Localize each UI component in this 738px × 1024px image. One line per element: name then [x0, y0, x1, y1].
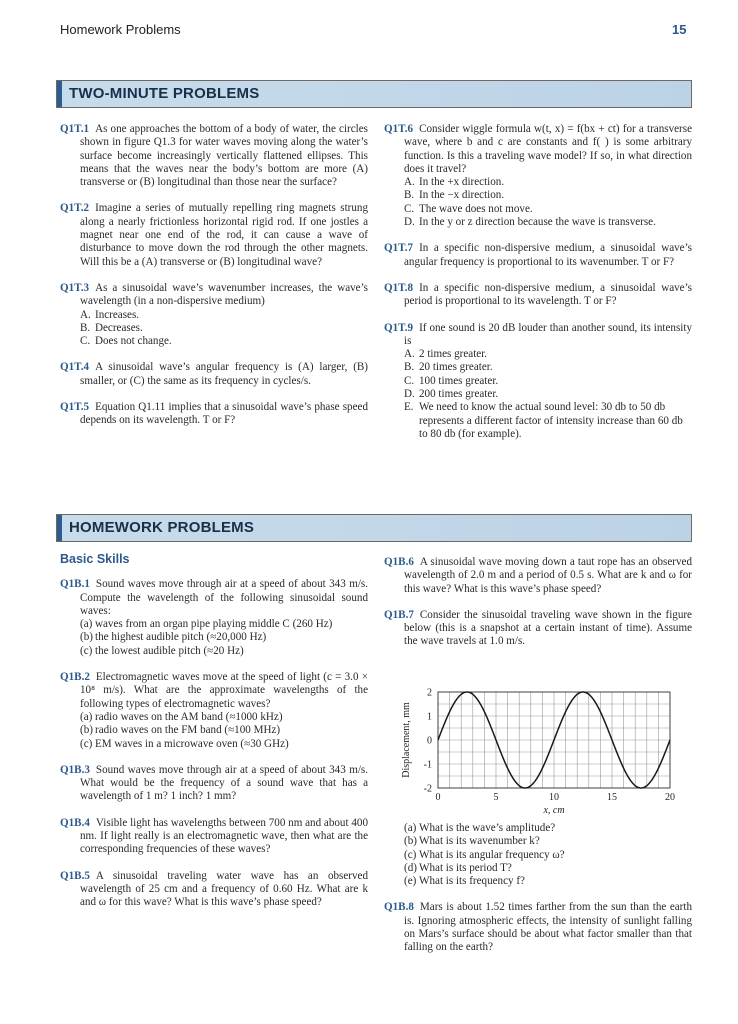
option-letter: A.	[404, 176, 415, 189]
x-tick-label: 15	[607, 792, 617, 803]
answer-option	[404, 822, 692, 835]
problem-text: A sinusoidal traveling water wave has an observed wavelength of 25 cm and a frequency of 0.60 Hz. What are k and ω for this wave? What is this wave’s phase speed?	[80, 869, 368, 909]
option-letter: (a)	[404, 822, 417, 834]
problem-q1t-9	[384, 322, 692, 442]
problem-q1b-1	[60, 578, 368, 658]
x-tick-label: 10	[549, 792, 559, 803]
problem-text: Consider wiggle formula w(t, x) = f(bx + ct) for a transverse wave, where b and c are constants and f( ) is some arbitrary function. Is this a traveling wave model? If so, in what direction does it travel?	[404, 123, 692, 175]
answer-option	[404, 176, 692, 189]
option-text: The wave does not move.	[419, 202, 533, 215]
answer-option	[80, 309, 368, 322]
answer-options	[384, 822, 692, 888]
problem-id: Q1T.1	[60, 123, 90, 135]
option-text: What is its wavenumber k?	[419, 835, 540, 848]
problem-text: Sound waves move through air at a speed of about 343 m/s. Compute the wavelength of the following sinusoidal sound waves:	[80, 578, 368, 617]
option-text: waves from an organ pipe playing middle C (260 Hz)	[95, 618, 333, 631]
problem-text: Imagine a series of mutually repelling ring magnets strung along a nearly frictionless horizontal rigid rod. If one jostles a magnet near one end of the rod, it can cause a wave of disturbance to move down the rod through the other magnets. Will this be a (A) transverse or (B) longitudinal wave?	[80, 202, 368, 268]
answer-option	[404, 203, 692, 216]
wave-figure	[396, 680, 696, 822]
option-text: 2 times greater.	[419, 348, 488, 361]
option-letter: C.	[80, 335, 91, 348]
problem-id: Q1T.8	[384, 281, 414, 294]
problem-id: Q1T.4	[60, 361, 90, 374]
option-text: What is the wave’s amplitude?	[419, 822, 556, 834]
problem-statement	[60, 361, 368, 388]
banner-accent	[57, 515, 62, 541]
option-letter: C.	[404, 202, 415, 215]
banner-accent	[57, 81, 62, 107]
problem-q1t-7	[384, 242, 692, 269]
problem-statement	[60, 202, 368, 268]
problem-id: Q1T.2	[60, 202, 90, 215]
x-tick-label: 20	[665, 792, 675, 803]
homework-banner	[56, 514, 692, 542]
problem-q1b-4	[60, 817, 368, 857]
option-letter: E.	[404, 401, 414, 414]
option-letter: B.	[404, 189, 415, 202]
y-tick-label: -2	[423, 783, 432, 795]
problem-statement	[384, 901, 692, 954]
option-letter: D.	[404, 216, 415, 229]
answer-options	[60, 618, 368, 658]
answer-option	[80, 618, 368, 631]
problem-text: A sinusoidal wave’s angular frequency is (A) larger, (B) smaller, or (C) the same as its frequency in cycles/s.	[80, 361, 368, 387]
answer-options	[60, 711, 368, 751]
option-letter: (e)	[404, 875, 417, 888]
answer-option	[404, 401, 692, 441]
option-text: 200 times greater.	[419, 388, 499, 401]
x-tick-label: 0	[435, 792, 441, 803]
problem-text: Mars is about 1.52 times farther from the sun than the earth is. Ignoring atmospheric effects, the intensity of sunlight falling on Mars’s surface should be about what factor smaller than that falling on the earth?	[404, 901, 692, 954]
answer-option	[404, 875, 692, 888]
answer-option	[404, 835, 692, 848]
problem-id: Q1B.2	[60, 671, 90, 684]
option-text: We need to know the actual sound level: 30 db to 50 db represents a different factor of intensity increase than 60 db to 80 db (for example).	[419, 401, 683, 440]
problem-text: Equation Q1.11 implies that a sinusoidal wave’s phase speed depends on its wavelength. T or F?	[80, 401, 368, 427]
answer-options	[384, 348, 692, 441]
answer-option	[404, 216, 692, 229]
problem-id: Q1T.6	[384, 123, 414, 135]
option-letter: A.	[404, 348, 415, 361]
problem-id: Q1B.3	[60, 763, 90, 776]
option-letter: (a)	[80, 710, 93, 723]
option-text: In the y or z direction because the wave is transverse.	[419, 216, 656, 229]
option-text: What is its frequency f?	[419, 875, 525, 888]
problem-id: Q1B.5	[60, 869, 90, 882]
option-letter: (b)	[80, 724, 93, 737]
problem-text: In a specific non-dispersive medium, a sinusoidal wave’s period is proportional to its wavelength. T or F?	[404, 281, 692, 308]
problem-id: Q1B.4	[60, 816, 90, 829]
option-letter: (c)	[80, 737, 93, 750]
option-letter: C.	[404, 374, 415, 387]
answer-option	[80, 738, 368, 751]
homework-title: HOMEWORK PROBLEMS	[69, 519, 255, 536]
option-letter: (a)	[80, 618, 93, 631]
answer-option	[404, 862, 692, 875]
option-text: radio waves on the FM band (≈100 MHz)	[95, 724, 281, 737]
option-text: Decreases.	[95, 321, 143, 334]
problem-statement	[60, 282, 368, 309]
option-text: What is its period T?	[419, 861, 512, 874]
problem-q1b-2	[60, 671, 368, 751]
y-tick-label: 2	[427, 687, 432, 699]
answer-option	[404, 361, 692, 374]
section-subtitle: Basic Skills	[60, 552, 130, 566]
option-text: What is its angular frequency ω?	[419, 848, 565, 861]
answer-option	[404, 375, 692, 388]
problem-q1b-3	[60, 764, 368, 804]
problem-statement	[60, 764, 368, 804]
homework-right-top-column	[384, 556, 692, 662]
two-minute-banner	[56, 80, 692, 108]
option-text: Increases.	[95, 308, 140, 321]
problem-text: Consider the sinusoidal traveling wave shown in the figure below (this is a snapshot at a certain instant of time). Assume the wave travels at 1.0 m/s.	[404, 608, 692, 648]
option-letter: (b)	[404, 835, 417, 848]
answer-option	[80, 645, 368, 658]
page-number: 15	[672, 22, 687, 37]
problem-text: As one approaches the bottom of a body of water, the circles shown in figure Q1.3 for water waves moving along the water’s surface become increasingly vertically flattened ellipses. This means that the waves near the body’s bottom are more (A) transverse or (B) longitudinal than those near the surface?	[80, 123, 368, 189]
problem-q1t-5	[60, 401, 368, 428]
answer-option	[80, 335, 368, 348]
y-axis-label: Displacement, mm	[401, 702, 412, 778]
x-tick-label: 5	[493, 792, 499, 803]
problem-q1t-3	[60, 282, 368, 348]
option-letter: B.	[404, 361, 415, 374]
option-text: 100 times greater.	[419, 374, 499, 387]
answer-option	[404, 348, 692, 361]
y-tick-label: -1	[423, 759, 432, 771]
problem-statement	[60, 817, 368, 857]
option-letter: A.	[80, 308, 91, 321]
answer-options	[384, 176, 692, 229]
answer-option	[80, 631, 368, 644]
problem-id: Q1B.1	[60, 578, 90, 591]
problem-q1t-2	[60, 202, 368, 268]
option-letter: D.	[404, 388, 415, 401]
answer-option	[404, 189, 692, 202]
problem-statement	[60, 671, 368, 711]
problem-id: Q1B.7	[384, 608, 414, 621]
y-tick-label: 1	[427, 711, 432, 723]
homework-left-problems	[60, 578, 368, 909]
option-text: radio waves on the AM band (≈1000 kHz)	[95, 710, 283, 723]
problem-text: Visible light has wavelengths between 700 nm and about 400 nm. If light really is an electromagnetic wave, then what are the corresponding frequencies of these waves?	[80, 816, 368, 856]
option-text: the lowest audible pitch (≈20 Hz)	[95, 644, 244, 657]
answer-option	[404, 388, 692, 401]
problem-id: Q1B.6	[384, 556, 414, 568]
two-minute-right-column	[384, 123, 692, 454]
problem-q1t-6	[384, 123, 692, 229]
option-letter: (d)	[404, 861, 417, 874]
problem-statement	[384, 242, 692, 269]
problem-statement	[60, 401, 368, 428]
option-letter: (b)	[80, 631, 93, 644]
x-axis-label: x, cm	[543, 805, 565, 816]
problem-q1t-8	[384, 282, 692, 309]
problem-text: Sound waves move through air at a speed of about 343 m/s. What would be the frequency of a sound wave that has a wavelength of 1 m? 1 inch? 1 mm?	[80, 763, 368, 803]
problem-statement	[384, 609, 692, 649]
answer-option	[404, 849, 692, 862]
option-text: the highest audible pitch (≈20,000 Hz)	[95, 631, 267, 644]
problem-text: If one sound is 20 dB louder than another sound, its intensity is	[404, 321, 692, 347]
problem-text: Electromagnetic waves move at the speed of light (c = 3.0 × 10⁸ m/s). What are the approximate wavelengths of the following types of electromagnetic waves?	[80, 671, 368, 710]
problem-id: Q1T.9	[384, 321, 414, 334]
two-minute-title: TWO-MINUTE PROBLEMS	[69, 85, 260, 102]
problem-statement	[60, 870, 368, 910]
problem-q1t-4	[60, 361, 368, 388]
problem-statement	[384, 322, 692, 349]
problem-text: As a sinusoidal wave’s wavenumber increases, the wave’s wavelength (in a non-dispersive medium)	[80, 281, 368, 308]
option-letter: B.	[80, 321, 91, 334]
homework-left-column	[60, 553, 368, 923]
option-text: Does not change.	[95, 335, 172, 348]
problem-statement	[384, 282, 692, 309]
problem-q1b-6	[384, 556, 692, 596]
option-text: 20 times greater.	[419, 361, 493, 374]
homework-right-bottom-column	[384, 822, 692, 968]
answer-options	[60, 309, 368, 349]
problem-id: Q1B.8	[384, 901, 414, 914]
option-letter: (c)	[404, 848, 417, 861]
answer-option	[80, 711, 368, 724]
problem-statement	[384, 123, 692, 176]
problem-id: Q1T.7	[384, 242, 414, 255]
problem-statement	[60, 578, 368, 618]
problem-text: In a specific non-dispersive medium, a sinusoidal wave’s angular frequency is proportional to its wavenumber. T or F?	[404, 242, 692, 268]
two-minute-left-column	[60, 123, 368, 441]
problem-statement	[384, 556, 692, 596]
option-letter: (c)	[80, 644, 93, 657]
option-text: EM waves in a microwave oven (≈30 GHz)	[95, 737, 289, 750]
option-text: In the +x direction.	[419, 176, 505, 189]
problem-statement	[60, 123, 368, 189]
problem-q1b-5	[60, 870, 368, 910]
wave-chart	[396, 680, 696, 822]
y-tick-label: 0	[427, 735, 432, 747]
option-text: In the −x direction.	[419, 189, 505, 202]
problem-q1b-8	[384, 901, 692, 954]
problem-q1t-1	[60, 123, 368, 189]
answer-option	[80, 724, 368, 737]
answer-option	[80, 322, 368, 335]
problem-id: Q1T.3	[60, 281, 90, 294]
running-header: Homework Problems	[60, 22, 181, 37]
problem-parts	[384, 822, 692, 888]
problem-id: Q1T.5	[60, 401, 90, 414]
problem-text: A sinusoidal wave moving down a taut rope has an observed wavelength of 2.0 m and a period of 0.5 s. What are k and ω for this wave? What is this wave’s phase speed?	[404, 556, 692, 595]
problem-q1b-7	[384, 609, 692, 649]
